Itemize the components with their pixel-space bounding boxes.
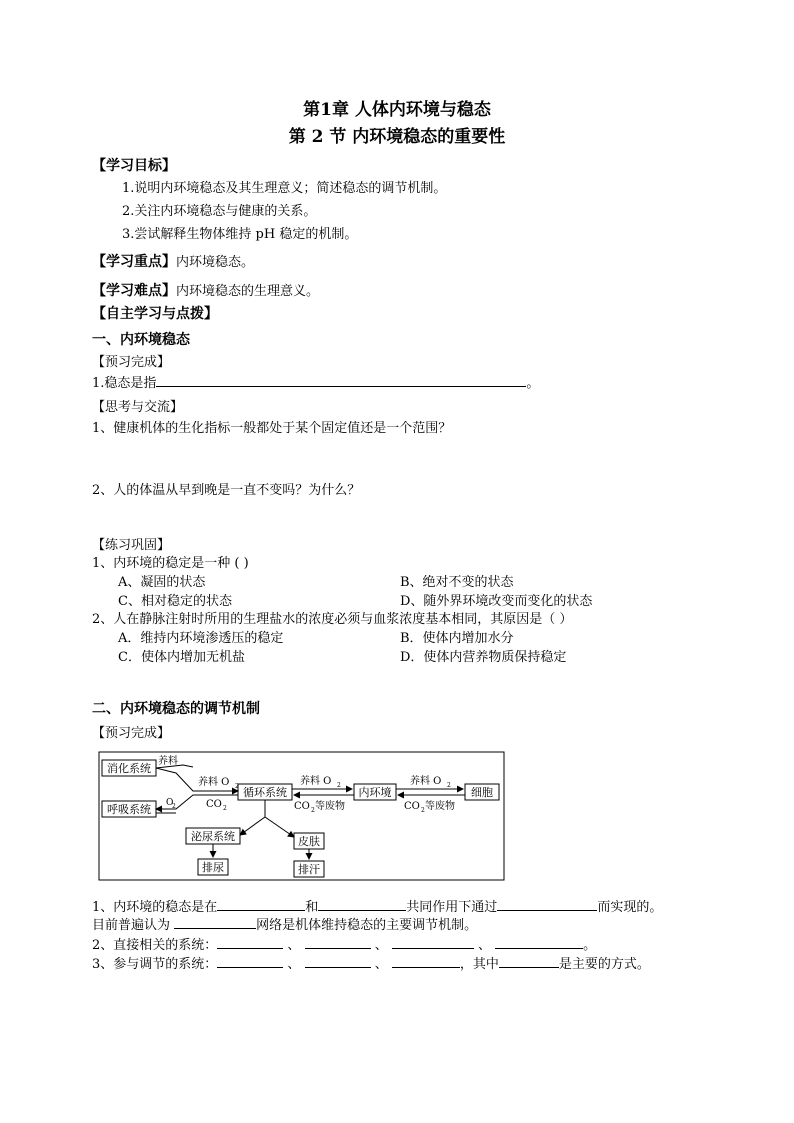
nutrients-o2-label-3: 养料 O [410, 776, 442, 787]
question-1-suffix: 。 [526, 376, 540, 391]
option: D、随外界环境改变而变化的状态 [400, 594, 593, 609]
objectives-heading: 【学习目标】 [92, 158, 176, 174]
q3-end: 是主要的方式。 [558, 957, 650, 972]
skin-label: 皮肤 [298, 835, 320, 848]
arrow-line [240, 817, 265, 835]
option: A、凝固的状态 [118, 575, 206, 590]
think-label: 【思考与交流】 [92, 400, 184, 415]
separator: 、 [287, 957, 301, 972]
q3-mid: ，其中 [459, 957, 499, 972]
option: B、绝对不变的状态 [400, 575, 514, 590]
q1-text-b: 和 [305, 900, 319, 915]
urination-label: 排尿 [202, 861, 224, 874]
answer-blank[interactable] [156, 374, 526, 387]
difficulty-heading: 【学习难点】 [92, 283, 176, 299]
q1-text-d: 而实现的。 [597, 900, 663, 915]
objective-item: 2.关注内环境稳态与健康的关系。 [122, 204, 317, 219]
option: C、相对稳定的状态 [118, 594, 232, 609]
internal-env-label: 内环境 [358, 786, 392, 799]
q2-end: 。 [583, 938, 597, 953]
difficulty [92, 280, 319, 300]
o2-label: O [166, 798, 174, 808]
answer-blank[interactable] [392, 936, 474, 949]
answer-blank[interactable] [495, 936, 583, 949]
nutrients-o2-label: 养料 O [198, 777, 230, 788]
q1-text-a: 1、内环境的稳态是在 [92, 900, 218, 915]
answer-blank[interactable] [392, 955, 460, 968]
sweating-label: 排汗 [298, 863, 320, 876]
practice-question: 2、人在静脉注射时所用的生理盐水的浓度必须与血浆浓度基本相同，其原因是（ ） [92, 612, 573, 627]
waste-label: 等废物 [315, 801, 345, 812]
part2-question-3 [92, 955, 650, 973]
chapter-title: 第1章 人体内环境与稳态 [303, 100, 491, 120]
separator: 、 [478, 938, 492, 953]
think-question: 1、健康机体的生化指标一般都处于某个固定值还是一个范围？ [92, 421, 452, 436]
circulatory-label: 循环系统 [243, 786, 287, 799]
question-1-prefix: 1.稳态是指 [92, 376, 157, 391]
part2-heading: 二、内环境稳态的调节机制 [92, 701, 260, 717]
subscript: 2 [172, 803, 176, 810]
subscript: 2 [337, 782, 341, 789]
part2-question-2 [92, 936, 596, 954]
urinary-label: 泌尿系统 [191, 830, 235, 843]
co2-waste-label: CO [294, 801, 310, 812]
preview-label: 【预习完成】 [92, 355, 171, 370]
objective-item: 3.尝试解释生物体维持 pH 稳定的机制。 [122, 227, 358, 242]
subscript: 2 [311, 807, 315, 814]
answer-blank[interactable] [174, 916, 256, 929]
separator: 、 [374, 938, 388, 953]
waste-label-2: 等废物 [425, 801, 455, 812]
subscript: 2 [421, 807, 425, 814]
separator: 、 [287, 938, 301, 953]
digestive-label: 消化系统 [107, 762, 151, 775]
respiratory-label: 呼吸系统 [107, 803, 151, 816]
key-point [92, 251, 254, 271]
objective-item: 1.说明内环境稳态及其生理意义；简述稳态的调节机制。 [122, 181, 447, 196]
preview-label: 【预习完成】 [92, 726, 171, 741]
subscript: 2 [235, 783, 239, 790]
part2-question-1 [92, 898, 662, 916]
cell-label: 细胞 [471, 786, 493, 799]
q2-prefix: 2、直接相关的系统： [92, 938, 218, 953]
answer-blank[interactable] [318, 898, 406, 911]
option: A．维持内环境渗透压的稳定 [118, 631, 284, 646]
co2-waste-label-2: CO [404, 801, 420, 812]
nutrients-label: 养料 [158, 756, 178, 767]
answer-blank[interactable] [499, 955, 559, 968]
practice-label: 【练习巩固】 [92, 538, 171, 553]
nutrients-o2-label-2: 养料 O [300, 776, 332, 787]
separator: 、 [374, 957, 388, 972]
arrow-line [265, 817, 294, 837]
subscript: 2 [447, 782, 451, 789]
q1-text-e: 目前普遍认为 [92, 918, 171, 933]
answer-blank[interactable] [497, 898, 597, 911]
part2-question-1-cont [92, 916, 477, 934]
section-title: 第 2 节 内环境稳态的重要性 [288, 127, 506, 147]
answer-blank[interactable] [217, 898, 305, 911]
question-1 [92, 374, 539, 392]
key-point-text: 内环境稳态。 [176, 255, 255, 270]
co2-label: CO [206, 799, 222, 810]
answer-blank[interactable] [217, 955, 283, 968]
answer-blank[interactable] [217, 936, 283, 949]
part1-heading: 一、内环境稳态 [92, 332, 190, 348]
q1-text-f: 网络是机体维持稳态的主要调节机制。 [256, 918, 478, 933]
q1-text-c: 共同作用下通过 [406, 900, 498, 915]
key-point-heading: 【学习重点】 [92, 254, 176, 270]
think-question: 2、人的体温从早到晚是一直不变吗？为什么？ [92, 483, 361, 498]
option: C．使体内增加无机盐 [118, 650, 245, 665]
regulation-diagram [98, 751, 505, 881]
option: D．使体内营养物质保持稳定 [400, 650, 567, 665]
answer-blank[interactable] [305, 936, 371, 949]
answer-blank[interactable] [305, 955, 371, 968]
option: B．使体内增加水分 [400, 631, 514, 646]
practice-question: 1、内环境的稳定是一种 ( ) [92, 556, 249, 571]
self-study-heading: 【自主学习与点拨】 [92, 306, 218, 322]
subscript: 2 [223, 805, 227, 812]
q3-prefix: 3、参与调节的系统： [92, 957, 218, 972]
difficulty-text: 内环境稳态的生理意义。 [176, 284, 320, 299]
